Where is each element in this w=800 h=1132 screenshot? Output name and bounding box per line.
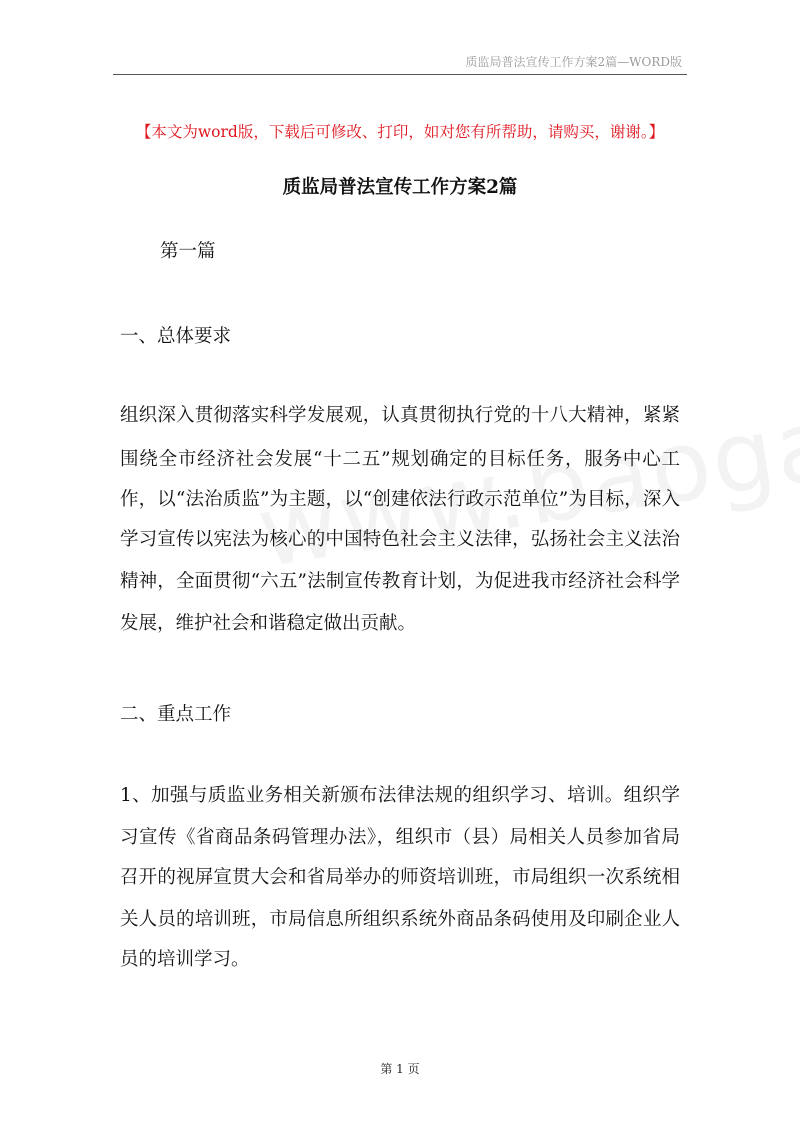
paragraph-line: 作，以“法治质监”为主题，以“创建依法行政示范单位”为目标，深入 [120, 489, 680, 510]
paragraph-line: 围绕全市经济社会发展“十二五”规划确定的目标任务，服务中心工 [120, 449, 680, 470]
paragraph-line: 学习宣传以宪法为核心的中国特色社会主义法律，弘扬社会主义法治 [120, 529, 680, 550]
paragraph-line: 员的培训学习。 [120, 949, 250, 970]
paragraph-line: 发展，维护社会和谐稳定做出贡献。 [120, 613, 417, 634]
paragraph-line: 精神，全面贯彻“六五”法制宣传教育计划，为促进我市经济社会科学 [120, 571, 680, 592]
part-label: 第一篇 [160, 241, 216, 262]
paragraph-line: 关人员的培训班，市局信息所组织系统外商品条码使用及印刷企业人 [120, 909, 680, 930]
running-header: 质监局普法宣传工作方案2篇—WORD版 [465, 55, 682, 69]
document-title: 质监局普法宣传工作方案2篇 [282, 177, 518, 198]
paragraph-line: 组织深入贯彻落实科学发展观，认真贯彻执行党的十八大精神，紧紧 [120, 405, 680, 426]
paragraph-line: 召开的视屏宣贯大会和省局举办的师资培训班，市局组织一次系统相 [120, 867, 680, 888]
section-heading-key-work: 二、重点工作 [120, 704, 232, 725]
paragraph-line: 1、加强与质监业务相关新颁布法律法规的组织学习、培训。组织学 [120, 785, 680, 806]
section-heading-general-requirements: 一、总体要求 [120, 326, 232, 347]
header-divider [113, 74, 687, 75]
purchase-notice: 【本文为word版，下载后可修改、打印，如对您有所帮助，请购买，谢谢。】 [135, 123, 665, 141]
paragraph-line: 习宣传《省商品条码管理办法》，组织市（县）局相关人员参加省局 [120, 827, 680, 848]
page-number: 第 1 页 [380, 1062, 420, 1076]
